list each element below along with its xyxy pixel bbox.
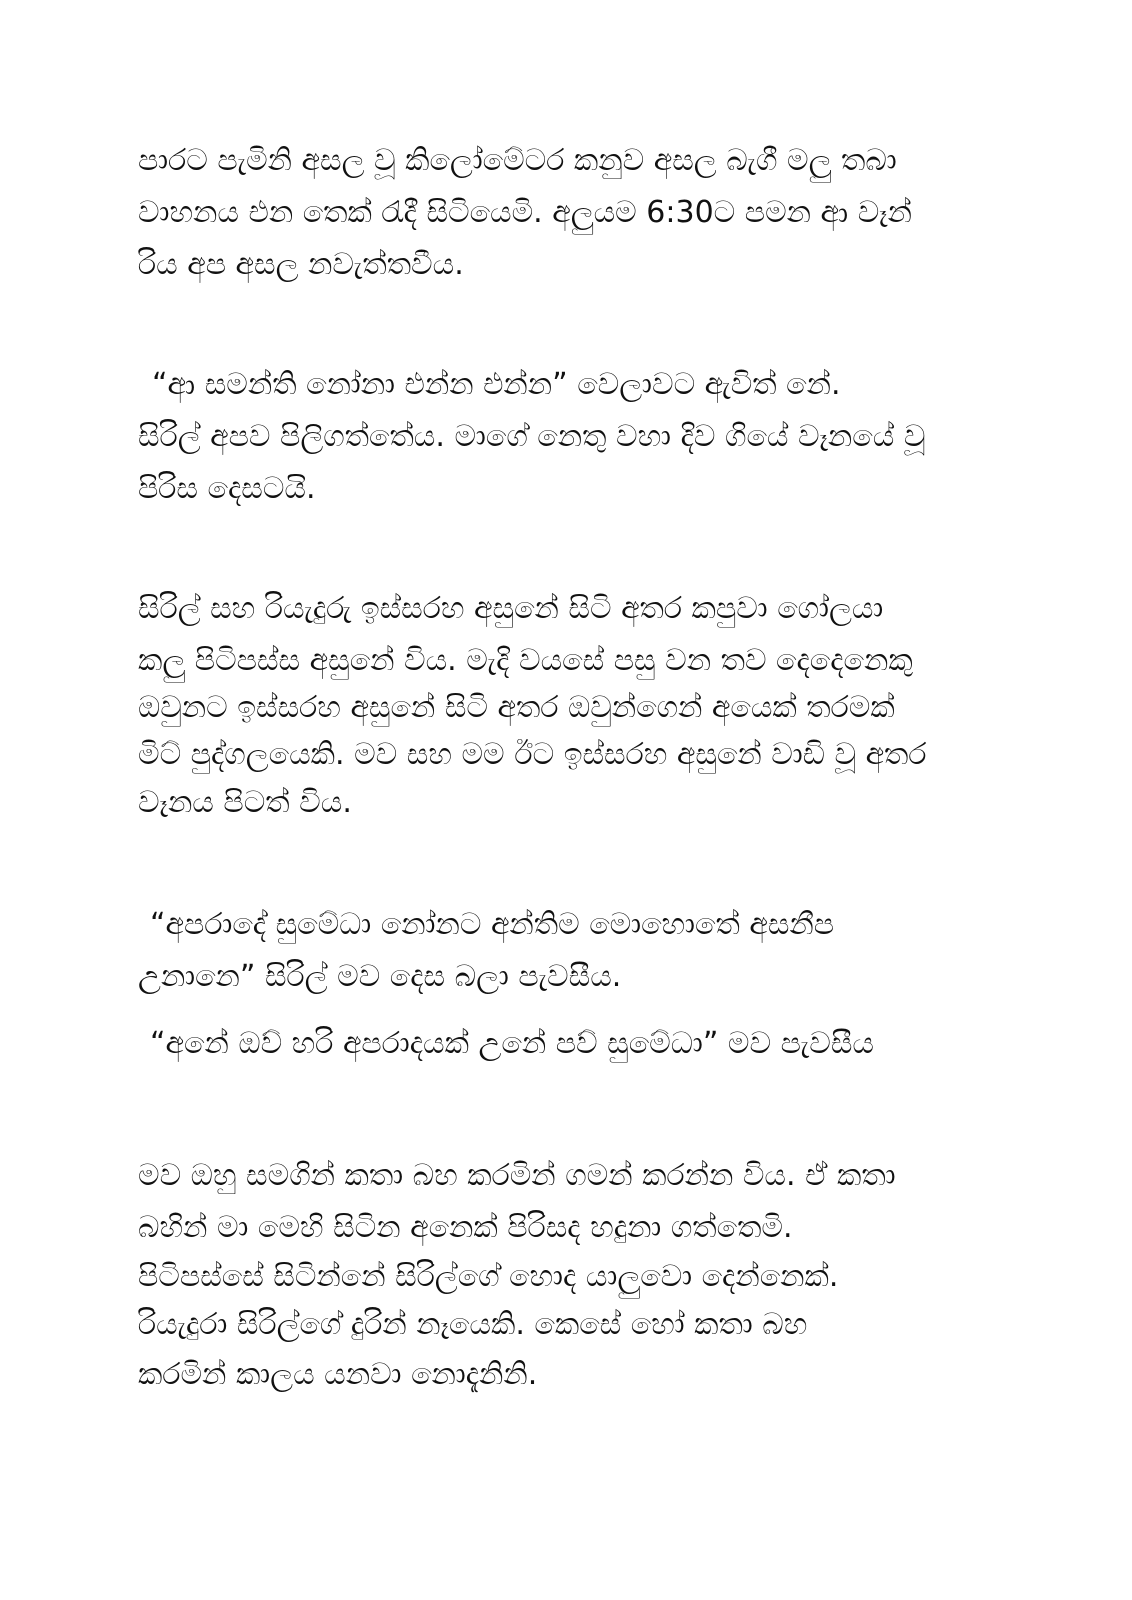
paragraph-4-line-1: “අපරාදේ සුමේධා නෝනට අන්තිම මොහොතේ අසනීප [150,907,835,942]
paragraph-1-line-3: රිය අප අසල නවැත්තවීය. [138,247,464,282]
paragraph-2-line-1: “ආ සමන්ති නෝනා එන්න එන්න” වෙලාවට ඇවිත් නේ. [152,367,841,402]
paragraph-3-line-5: වෑනය පිටත් විය. [138,785,352,820]
paragraph-4-line-3: “අනේ ඔව් හරි අපරාදයක් උනේ පව් සුමේධා” මව පැවසීය [150,1026,874,1061]
paragraph-5-line-5: කරමින් කාලය යනවා නොදැනිනි. [138,1357,538,1392]
paragraph-3-line-2: කලු පිටිපස්ස අසුනේ විය. මැදි වයසේ පසු වන තව දෙදෙනෙකු [138,643,913,678]
paragraph-3-line-4: මිට් පුද්ගලයෙකි. මව සහ මම ඊට ඉස්සරහ අසුනේ වාඩි වූ අතර [138,737,927,772]
paragraph-2-line-3: පිරිස දෙසටයි. [138,471,316,506]
paragraph-3-line-1: සිරිල් සහ රියැදුරු ඉස්සරහ අසුනේ සිටි අතර කපුවා ගෝලයා [138,591,884,626]
paragraph-5-line-4: රියැදුරා සිරිල්ගේ දුරින් නෑයෙකි. කෙසේ හෝ කතා බහ [138,1307,808,1342]
paragraph-2-line-2: සිරිල් අපව පිලිගත්තේය. මාගේ නෙතු වහා දිව ගියේ වෑනයේ වූ [138,419,926,454]
paragraph-5-line-1: මව ඔහු සමගින් කතා බහ කරමින් ගමන් කරන්න විය. ඒ කතා [138,1158,896,1193]
paragraph-3-line-3: ඔවුනට ඉස්සරහ අසුනේ සිටි අතර ඔවුන්ගෙන් අයෙක් තරමක් [138,690,895,725]
paragraph-1-line-1: පාරට පැමිනි අසල වූ කිලෝමේටර කනුව අසල බැගී මලු තබා [138,143,897,178]
paragraph-5-line-2: බහින් මා මෙහි සිටින අනෙක් පිරිසද හදුනා ගත්තෙමි. [138,1210,793,1245]
paragraph-5-line-3: පිටිපස්සේ සිටින්නේ සිරිල්ගේ හොද යාලුවො දෙන්නෙක්. [138,1259,839,1294]
paragraph-4-line-2: උනානෙ” සිරිල් මව දෙස බලා පැවසීය. [138,959,622,994]
paragraph-1-line-2: වාහනය එන තෙක් රැදී සිටියෙමි. අලුයම 6:30ට පමන ආ වෑන් [138,195,913,230]
